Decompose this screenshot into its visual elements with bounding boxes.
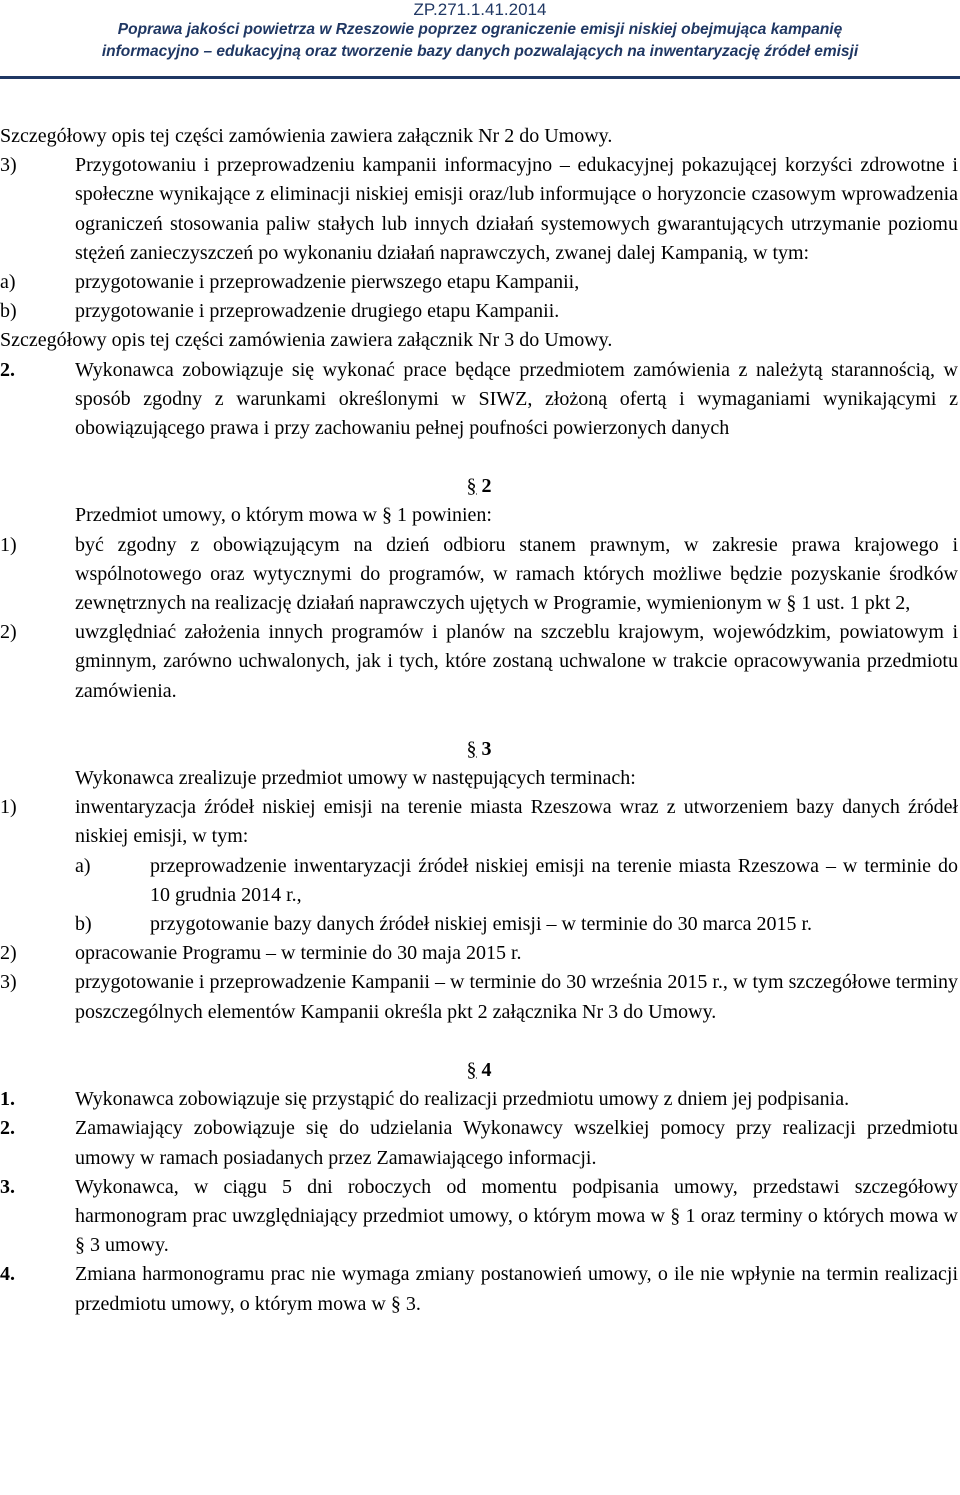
header-title-line-1: Poprawa jakości powietrza w Rzeszowie poprzez ograniczenie emisji niskiej obejmująca kampanię	[117, 21, 843, 38]
s4-item-3	[0, 1173, 958, 1261]
s3-sub-item-b	[75, 910, 958, 939]
section-symbol: §	[466, 737, 477, 760]
list-text: przygotowanie i przeprowadzenie Kampanii – w terminie do 30 września 2015 r., w tym szczegółowe terminy poszczególnych elementów Kampanii określa pkt 2 załącznika Nr 3 do Umowy.	[75, 971, 958, 1023]
list-number: 2)	[0, 942, 17, 965]
s3-item-3	[0, 968, 958, 1026]
document-body	[0, 122, 958, 1319]
s3-item-1	[0, 793, 958, 851]
list-item-3	[0, 151, 958, 268]
section-number: 4	[481, 1058, 492, 1081]
paragraph-annex-3: Szczegółowy opis tej części zamówienia zawiera załącznik Nr 3 do Umowy.	[0, 329, 613, 352]
sub-text: przygotowanie bazy danych źródeł niskiej emisji – w terminie do 30 marca 2015 r.	[150, 913, 813, 936]
list-number: 3)	[0, 154, 17, 177]
list-number: 2.	[0, 358, 15, 381]
section-2-intro: Przedmiot umowy, o którym mowa w § 1 powinien:	[75, 504, 492, 527]
list-number: 1)	[0, 796, 17, 819]
section-symbol: §	[466, 475, 477, 498]
list-number: 2.	[0, 1117, 15, 1140]
list-item-2	[0, 356, 958, 444]
list-text: uwzględniać założenia innych programów i planów na szczeblu krajowym, wojewódzkim, powiatowym i gminnym, zarówno uchwalonych, jak i tych, które zostaną uchwalone w trakcie opracowywania przedmiotu zamówienia.	[75, 621, 958, 702]
document-header	[0, 0, 960, 63]
sub-letter: a)	[75, 854, 91, 877]
list-text: opracowanie Programu – w terminie do 30 maja 2015 r.	[75, 942, 522, 965]
section-number: 2	[481, 475, 492, 498]
sub-letter: b)	[75, 913, 92, 936]
list-text: Wykonawca zobowiązuje się wykonać prace będące przedmiotem zamówienia z należytą starannością, w sposób zgodny z warunkami określonymi w SIWZ, złożoną ofertą i wymaganiami wynikającymi z obowiązującego prawa i przy zachowaniu pełnej poufności powierzonych danych	[75, 358, 958, 440]
sub-text: przygotowanie i przeprowadzenie pierwszego etapu Kampanii,	[75, 271, 580, 294]
list-number: 3)	[0, 971, 17, 994]
section-heading-2	[0, 472, 958, 501]
header-divider	[0, 76, 960, 79]
sub-letter: b)	[0, 300, 17, 323]
s3-item-2	[0, 939, 958, 968]
sub-text: przygotowanie i przeprowadzenie drugiego etapu Kampanii.	[75, 300, 560, 323]
paragraph-annex-2: Szczegółowy opis tej części zamówienia zawiera załącznik Nr 2 do Umowy.	[0, 125, 613, 147]
document-code: ZP.271.1.41.2014	[413, 0, 547, 19]
s3-sub-item-a	[75, 852, 958, 910]
s2-item-1	[0, 531, 958, 619]
sub-item-a	[0, 268, 958, 297]
list-text: Wykonawca, w ciągu 5 dni roboczych od momentu podpisania umowy, przedstawi szczegółowy harmonogram prac uwzględniający przedmiot umowy, o którym mowa w § 1 oraz terminy o których mowa w § 3 umowy.	[75, 1175, 958, 1257]
list-text: Zmiana harmonogramu prac nie wymaga zmiany postanowień umowy, o ile nie wpłynie na termin realizacji przedmiotu umowy, o którym mowa w § 3.	[75, 1263, 958, 1315]
list-number: 4.	[0, 1263, 15, 1286]
section-symbol: §	[466, 1058, 477, 1081]
list-text: Wykonawca zobowiązuje się przystąpić do realizacji przedmiotu umowy z dniem jej podpisania.	[75, 1088, 850, 1111]
list-text: inwentaryzacja źródeł niskiej emisji na terenie miasta Rzeszowa wraz z utworzeniem bazy danych źródeł niskiej emisji, w tym:	[75, 796, 958, 848]
sub-text: przeprowadzenie inwentaryzacji źródeł niskiej emisji na terenie miasta Rzeszowa – w terminie do 10 grudnia 2014 r.,	[150, 854, 958, 906]
s4-item-1	[0, 1085, 958, 1114]
list-text: Zamawiający zobowiązuje się do udzielania Wykonawcy wszelkiej pomocy przy realizacji przedmiotu umowy w ramach posiadanych przez Zamawiającego informacji.	[75, 1117, 958, 1169]
section-heading-3	[0, 735, 958, 764]
list-text: być zgodny z obowiązującym na dzień odbioru stanem prawnym, w zakresie prawa krajowego i wspólnotowego oraz wytycznymi do programów, w ramach których możliwe będzie pozyskanie środków zewnętrznych na realizację działań naprawczych ujętych w Programie, wymienionym w § 1 ust. 1 pkt 2,	[75, 533, 958, 615]
list-number: 3.	[0, 1175, 15, 1198]
sub-letter: a)	[0, 271, 16, 294]
section-number: 3	[481, 737, 492, 760]
s4-item-4	[0, 1260, 958, 1318]
list-number: 1)	[0, 533, 17, 556]
list-number: 2)	[0, 621, 17, 644]
section-3-intro: Wykonawca zrealizuje przedmiot umowy w następujących terminach:	[75, 767, 636, 790]
s4-item-2	[0, 1114, 958, 1172]
section-heading-4	[0, 1056, 958, 1085]
sub-item-b	[0, 297, 958, 326]
list-number: 1.	[0, 1088, 15, 1111]
list-text: Przygotowaniu i przeprowadzeniu kampanii informacyjno – edukacyjnej pokazującej korzyści zdrowotne i społeczne wynikające z eliminacji niskiej emisji oraz/lub informujące o horyzoncie czasowym wprowadzenia ograniczeń stosowania paliw stałych lub innych działań systemowych gwarantujących utrzymanie poziomu stężeń zanieczyszczeń po wykonaniu działań naprawczych, zwanej dalej Kampanią, w tym:	[75, 154, 958, 264]
header-title-line-2: informacyjno – edukacyjną oraz tworzenie bazy danych pozwalających na inwentaryzację źródeł emisji	[101, 43, 859, 60]
s2-item-2	[0, 618, 958, 706]
